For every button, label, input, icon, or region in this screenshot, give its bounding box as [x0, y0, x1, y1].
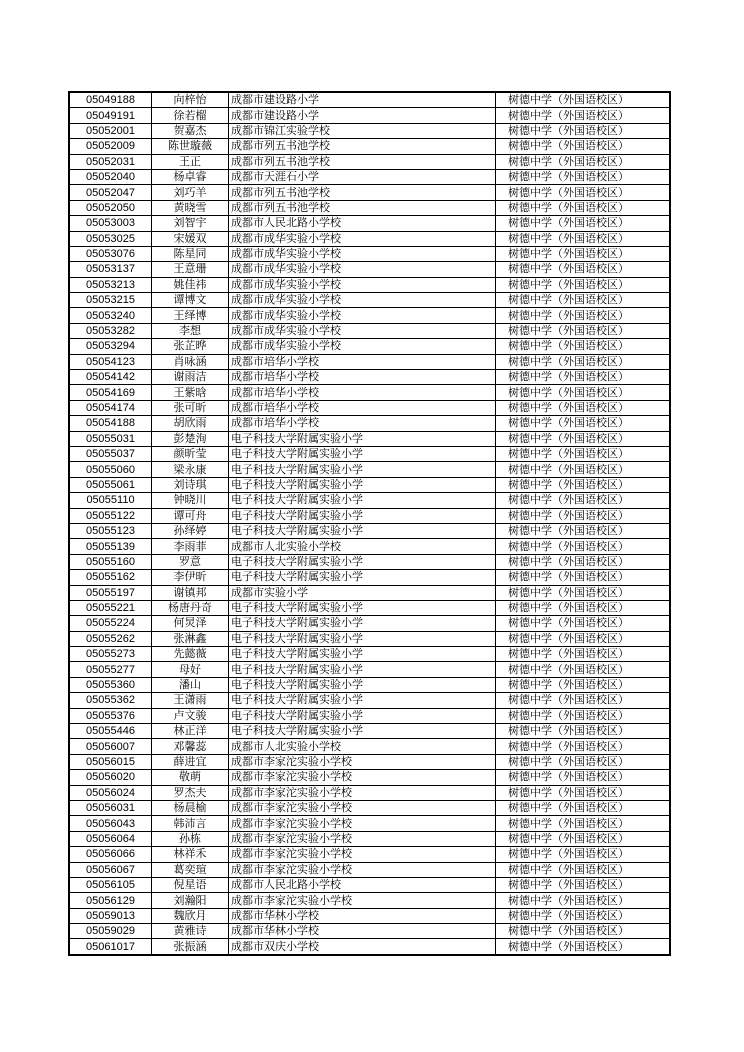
student-id-cell: 05052050	[69, 200, 152, 215]
student-name-cell: 陈世璇薇	[152, 139, 229, 154]
primary-school-cell: 成都市双庆小学校	[229, 939, 496, 955]
destination-school-cell: 树德中学（外国语校区）	[496, 169, 671, 184]
primary-school-cell: 电子科技大学附属实验小学	[229, 446, 496, 461]
student-id-cell: 05055224	[69, 616, 152, 631]
table-row	[69, 831, 670, 846]
destination-school-cell: 树德中学（外国语校区）	[496, 293, 671, 308]
student-id-cell: 05052047	[69, 185, 152, 200]
student-name-cell: 王潇雨	[152, 693, 229, 708]
student-name-cell: 母好	[152, 662, 229, 677]
primary-school-cell: 成都市培华小学校	[229, 385, 496, 400]
student-id-cell: 05049188	[69, 92, 152, 108]
primary-school-cell: 电子科技大学附属实验小学	[229, 600, 496, 615]
table-row	[69, 739, 670, 754]
destination-school-cell: 树德中学（外国语校区）	[496, 585, 671, 600]
student-id-cell: 05053215	[69, 293, 152, 308]
student-id-cell: 05055376	[69, 708, 152, 723]
student-name-cell: 林祥禾	[152, 847, 229, 862]
student-name-cell: 先懿薇	[152, 647, 229, 662]
primary-school-cell: 成都市列五书池学校	[229, 139, 496, 154]
table-row	[69, 508, 670, 523]
student-id-cell: 05054169	[69, 385, 152, 400]
student-id-cell: 05056066	[69, 847, 152, 862]
primary-school-cell: 电子科技大学附属实验小学	[229, 523, 496, 538]
destination-school-cell: 树德中学（外国语校区）	[496, 600, 671, 615]
table-row	[69, 323, 670, 338]
table-row	[69, 154, 670, 169]
student-name-cell: 刘诗琪	[152, 477, 229, 492]
primary-school-cell: 成都市建设路小学	[229, 92, 496, 108]
primary-school-cell: 电子科技大学附属实验小学	[229, 554, 496, 569]
student-id-cell: 05055362	[69, 693, 152, 708]
table-row	[69, 585, 670, 600]
student-id-cell: 05059013	[69, 908, 152, 923]
admission-table	[68, 91, 671, 956]
destination-school-cell: 树德中学（外国语校区）	[496, 554, 671, 569]
primary-school-cell: 成都市李家沱实验小学校	[229, 785, 496, 800]
student-name-cell: 李雨菲	[152, 539, 229, 554]
destination-school-cell: 树德中学（外国语校区）	[496, 616, 671, 631]
student-name-cell: 薛进宜	[152, 754, 229, 769]
table-row	[69, 708, 670, 723]
student-name-cell: 刘瀚阳	[152, 893, 229, 908]
destination-school-cell: 树德中学（外国语校区）	[496, 831, 671, 846]
table-row	[69, 523, 670, 538]
destination-school-cell: 树德中学（外国语校区）	[496, 508, 671, 523]
student-name-cell: 刘巧羊	[152, 185, 229, 200]
student-id-cell: 05056031	[69, 800, 152, 815]
destination-school-cell: 树德中学（外国语校区）	[496, 308, 671, 323]
destination-school-cell: 树德中学（外国语校区）	[496, 816, 671, 831]
student-name-cell: 杨晨榆	[152, 800, 229, 815]
table-row	[69, 400, 670, 415]
primary-school-cell: 成都市人北实验小学校	[229, 539, 496, 554]
student-name-cell: 谭可舟	[152, 508, 229, 523]
destination-school-cell: 树德中学（外国语校区）	[496, 662, 671, 677]
destination-school-cell: 树德中学（外国语校区）	[496, 108, 671, 123]
student-id-cell: 05054188	[69, 416, 152, 431]
student-name-cell: 梁永康	[152, 462, 229, 477]
table-row	[69, 200, 670, 215]
destination-school-cell: 树德中学（外国语校区）	[496, 693, 671, 708]
student-id-cell: 05056105	[69, 877, 152, 892]
student-name-cell: 陈星同	[152, 246, 229, 261]
student-name-cell: 谭博文	[152, 293, 229, 308]
destination-school-cell: 树德中学（外国语校区）	[496, 523, 671, 538]
destination-school-cell: 树德中学（外国语校区）	[496, 416, 671, 431]
student-name-cell: 宋媛双	[152, 231, 229, 246]
table-row	[69, 877, 670, 892]
primary-school-cell: 电子科技大学附属实验小学	[229, 508, 496, 523]
table-row	[69, 908, 670, 923]
table-row	[69, 631, 670, 646]
table-row	[69, 754, 670, 769]
student-id-cell: 05055110	[69, 493, 152, 508]
destination-school-cell: 树德中学（外国语校区）	[496, 246, 671, 261]
student-id-cell: 05056064	[69, 831, 152, 846]
primary-school-cell: 成都市实验小学	[229, 585, 496, 600]
student-id-cell: 05055446	[69, 724, 152, 739]
table-row	[69, 862, 670, 877]
student-name-cell: 魏欣月	[152, 908, 229, 923]
table-row	[69, 431, 670, 446]
student-name-cell: 何炅泽	[152, 616, 229, 631]
table-row	[69, 169, 670, 184]
student-id-cell: 05055061	[69, 477, 152, 492]
student-name-cell: 韩沛言	[152, 816, 229, 831]
student-id-cell: 05056007	[69, 739, 152, 754]
table-row	[69, 924, 670, 939]
student-name-cell: 罗杰夫	[152, 785, 229, 800]
table-row	[69, 370, 670, 385]
student-id-cell: 05052031	[69, 154, 152, 169]
table-row	[69, 662, 670, 677]
primary-school-cell: 成都市华林小学校	[229, 924, 496, 939]
destination-school-cell: 树德中学（外国语校区）	[496, 847, 671, 862]
table-row	[69, 816, 670, 831]
primary-school-cell: 成都市成华实验小学校	[229, 339, 496, 354]
student-id-cell: 05056020	[69, 770, 152, 785]
student-name-cell: 黄晓雪	[152, 200, 229, 215]
destination-school-cell: 树德中学（外国语校区）	[496, 785, 671, 800]
student-name-cell: 贺嘉杰	[152, 123, 229, 138]
destination-school-cell: 树德中学（外国语校区）	[496, 939, 671, 955]
destination-school-cell: 树德中学（外国语校区）	[496, 431, 671, 446]
destination-school-cell: 树德中学（外国语校区）	[496, 185, 671, 200]
destination-school-cell: 树德中学（外国语校区）	[496, 800, 671, 815]
student-id-cell: 05054142	[69, 370, 152, 385]
student-name-cell: 谢雨洁	[152, 370, 229, 385]
primary-school-cell: 成都市成华实验小学校	[229, 323, 496, 338]
student-id-cell: 05055162	[69, 570, 152, 585]
student-name-cell: 孙栋	[152, 831, 229, 846]
student-id-cell: 05055360	[69, 677, 152, 692]
primary-school-cell: 成都市锦江实验学校	[229, 123, 496, 138]
destination-school-cell: 树德中学（外国语校区）	[496, 877, 671, 892]
student-id-cell: 05056129	[69, 893, 152, 908]
student-name-cell: 邓馨蕊	[152, 739, 229, 754]
primary-school-cell: 成都市天涯石小学	[229, 169, 496, 184]
student-id-cell: 05055221	[69, 600, 152, 615]
destination-school-cell: 树德中学（外国语校区）	[496, 370, 671, 385]
student-name-cell: 颜昕莹	[152, 446, 229, 461]
table-row	[69, 277, 670, 292]
table-row	[69, 693, 670, 708]
primary-school-cell: 电子科技大学附属实验小学	[229, 724, 496, 739]
student-id-cell: 05055160	[69, 554, 152, 569]
table-row	[69, 893, 670, 908]
primary-school-cell: 成都市培华小学校	[229, 370, 496, 385]
destination-school-cell: 树德中学（外国语校区）	[496, 924, 671, 939]
student-id-cell: 05056043	[69, 816, 152, 831]
destination-school-cell: 树德中学（外国语校区）	[496, 770, 671, 785]
student-name-cell: 谢镇邦	[152, 585, 229, 600]
table-row	[69, 616, 670, 631]
student-name-cell: 葛奕瑄	[152, 862, 229, 877]
student-id-cell: 05055277	[69, 662, 152, 677]
primary-school-cell: 成都市成华实验小学校	[229, 231, 496, 246]
table-row	[69, 446, 670, 461]
table-row	[69, 477, 670, 492]
destination-school-cell: 树德中学（外国语校区）	[496, 708, 671, 723]
primary-school-cell: 电子科技大学附属实验小学	[229, 677, 496, 692]
primary-school-cell: 成都市人北实验小学校	[229, 739, 496, 754]
student-id-cell: 05053213	[69, 277, 152, 292]
table-row	[69, 554, 670, 569]
table-row	[69, 92, 670, 108]
destination-school-cell: 树德中学（外国语校区）	[496, 570, 671, 585]
primary-school-cell: 电子科技大学附属实验小学	[229, 462, 496, 477]
destination-school-cell: 树德中学（外国语校区）	[496, 339, 671, 354]
table-row	[69, 385, 670, 400]
student-id-cell: 05053025	[69, 231, 152, 246]
student-name-cell: 王紫晗	[152, 385, 229, 400]
student-name-cell: 王意珊	[152, 262, 229, 277]
primary-school-cell: 电子科技大学附属实验小学	[229, 570, 496, 585]
student-id-cell: 05055273	[69, 647, 152, 662]
table-row	[69, 539, 670, 554]
destination-school-cell: 树德中学（外国语校区）	[496, 724, 671, 739]
student-name-cell: 肖咏涵	[152, 354, 229, 369]
primary-school-cell: 成都市李家沱实验小学校	[229, 770, 496, 785]
destination-school-cell: 树德中学（外国语校区）	[496, 92, 671, 108]
primary-school-cell: 成都市培华小学校	[229, 416, 496, 431]
student-id-cell: 05055262	[69, 631, 152, 646]
table-row	[69, 308, 670, 323]
student-id-cell: 05055139	[69, 539, 152, 554]
student-name-cell: 杨卓睿	[152, 169, 229, 184]
primary-school-cell: 电子科技大学附属实验小学	[229, 647, 496, 662]
table-body	[69, 92, 670, 955]
table-row	[69, 847, 670, 862]
student-name-cell: 卢文骏	[152, 708, 229, 723]
primary-school-cell: 成都市李家沱实验小学校	[229, 816, 496, 831]
destination-school-cell: 树德中学（外国语校区）	[496, 862, 671, 877]
student-name-cell: 彭楚洵	[152, 431, 229, 446]
destination-school-cell: 树德中学（外国语校区）	[496, 200, 671, 215]
primary-school-cell: 成都市成华实验小学校	[229, 308, 496, 323]
table-row	[69, 123, 670, 138]
table-row	[69, 785, 670, 800]
student-name-cell: 林正洋	[152, 724, 229, 739]
primary-school-cell: 电子科技大学附属实验小学	[229, 662, 496, 677]
destination-school-cell: 树德中学（外国语校区）	[496, 400, 671, 415]
table-row	[69, 416, 670, 431]
destination-school-cell: 树德中学（外国语校区）	[496, 477, 671, 492]
student-name-cell: 刘智宇	[152, 216, 229, 231]
student-name-cell: 张芷晔	[152, 339, 229, 354]
primary-school-cell: 电子科技大学附属实验小学	[229, 616, 496, 631]
destination-school-cell: 树德中学（外国语校区）	[496, 323, 671, 338]
table-row	[69, 293, 670, 308]
student-id-cell: 05055197	[69, 585, 152, 600]
student-name-cell: 李伊昕	[152, 570, 229, 585]
primary-school-cell: 成都市李家沱实验小学校	[229, 754, 496, 769]
primary-school-cell: 成都市成华实验小学校	[229, 246, 496, 261]
primary-school-cell: 成都市李家沱实验小学校	[229, 862, 496, 877]
student-name-cell: 王绎博	[152, 308, 229, 323]
destination-school-cell: 树德中学（外国语校区）	[496, 754, 671, 769]
table-row	[69, 231, 670, 246]
student-id-cell: 05055122	[69, 508, 152, 523]
table-row	[69, 724, 670, 739]
table-row	[69, 600, 670, 615]
student-name-cell: 胡欣雨	[152, 416, 229, 431]
table-row	[69, 339, 670, 354]
student-id-cell: 05053076	[69, 246, 152, 261]
student-name-cell: 李想	[152, 323, 229, 338]
destination-school-cell: 树德中学（外国语校区）	[496, 216, 671, 231]
destination-school-cell: 树德中学（外国语校区）	[496, 262, 671, 277]
destination-school-cell: 树德中学（外国语校区）	[496, 385, 671, 400]
destination-school-cell: 树德中学（外国语校区）	[496, 462, 671, 477]
destination-school-cell: 树德中学（外国语校区）	[496, 893, 671, 908]
primary-school-cell: 成都市成华实验小学校	[229, 262, 496, 277]
student-id-cell: 05053240	[69, 308, 152, 323]
primary-school-cell: 成都市李家沱实验小学校	[229, 847, 496, 862]
destination-school-cell: 树德中学（外国语校区）	[496, 446, 671, 461]
student-id-cell: 05052001	[69, 123, 152, 138]
destination-school-cell: 树德中学（外国语校区）	[496, 631, 671, 646]
student-name-cell: 张可昕	[152, 400, 229, 415]
table-row	[69, 939, 670, 955]
destination-school-cell: 树德中学（外国语校区）	[496, 677, 671, 692]
student-id-cell: 05054174	[69, 400, 152, 415]
student-name-cell: 罗意	[152, 554, 229, 569]
table-row	[69, 800, 670, 815]
student-id-cell: 05056024	[69, 785, 152, 800]
student-id-cell: 05053282	[69, 323, 152, 338]
student-name-cell: 向梓怡	[152, 92, 229, 108]
primary-school-cell: 成都市李家沱实验小学校	[229, 800, 496, 815]
destination-school-cell: 树德中学（外国语校区）	[496, 231, 671, 246]
table-row	[69, 246, 670, 261]
student-name-cell: 张淋鑫	[152, 631, 229, 646]
student-id-cell: 05052040	[69, 169, 152, 184]
primary-school-cell: 电子科技大学附属实验小学	[229, 493, 496, 508]
destination-school-cell: 树德中学（外国语校区）	[496, 123, 671, 138]
table-row	[69, 462, 670, 477]
student-name-cell: 姚佳祎	[152, 277, 229, 292]
student-name-cell: 杨唐丹奇	[152, 600, 229, 615]
primary-school-cell: 电子科技大学附属实验小学	[229, 708, 496, 723]
destination-school-cell: 树德中学（外国语校区）	[496, 154, 671, 169]
student-id-cell: 05055031	[69, 431, 152, 446]
student-id-cell: 05055037	[69, 446, 152, 461]
student-id-cell: 05061017	[69, 939, 152, 955]
student-name-cell: 张振涵	[152, 939, 229, 955]
student-id-cell: 05059029	[69, 924, 152, 939]
student-id-cell: 05055123	[69, 523, 152, 538]
primary-school-cell: 电子科技大学附属实验小学	[229, 693, 496, 708]
student-id-cell: 05056015	[69, 754, 152, 769]
primary-school-cell: 成都市成华实验小学校	[229, 293, 496, 308]
primary-school-cell: 电子科技大学附属实验小学	[229, 631, 496, 646]
student-id-cell: 05054123	[69, 354, 152, 369]
student-id-cell: 05056067	[69, 862, 152, 877]
primary-school-cell: 成都市列五书池学校	[229, 200, 496, 215]
student-id-cell: 05052009	[69, 139, 152, 154]
destination-school-cell: 树德中学（外国语校区）	[496, 354, 671, 369]
destination-school-cell: 树德中学（外国语校区）	[496, 647, 671, 662]
student-id-cell: 05053137	[69, 262, 152, 277]
table-row	[69, 108, 670, 123]
primary-school-cell: 成都市建设路小学	[229, 108, 496, 123]
student-id-cell: 05053294	[69, 339, 152, 354]
primary-school-cell: 成都市培华小学校	[229, 354, 496, 369]
student-id-cell: 05055060	[69, 462, 152, 477]
destination-school-cell: 树德中学（外国语校区）	[496, 539, 671, 554]
student-name-cell: 孙绎婷	[152, 523, 229, 538]
primary-school-cell: 成都市李家沱实验小学校	[229, 831, 496, 846]
destination-school-cell: 树德中学（外国语校区）	[496, 493, 671, 508]
student-id-cell: 05053003	[69, 216, 152, 231]
student-name-cell: 王正	[152, 154, 229, 169]
student-id-cell: 05049191	[69, 108, 152, 123]
student-name-cell: 钟晓川	[152, 493, 229, 508]
student-name-cell: 敬萌	[152, 770, 229, 785]
table-row	[69, 647, 670, 662]
table-row	[69, 262, 670, 277]
table-row	[69, 493, 670, 508]
primary-school-cell: 成都市列五书池学校	[229, 154, 496, 169]
destination-school-cell: 树德中学（外国语校区）	[496, 277, 671, 292]
primary-school-cell: 电子科技大学附属实验小学	[229, 477, 496, 492]
primary-school-cell: 成都市培华小学校	[229, 400, 496, 415]
student-name-cell: 黄雅诗	[152, 924, 229, 939]
table-row	[69, 354, 670, 369]
student-name-cell: 徐若榴	[152, 108, 229, 123]
table-row	[69, 216, 670, 231]
primary-school-cell: 成都市华林小学校	[229, 908, 496, 923]
destination-school-cell: 树德中学（外国语校区）	[496, 139, 671, 154]
table-row	[69, 185, 670, 200]
destination-school-cell: 树德中学（外国语校区）	[496, 739, 671, 754]
primary-school-cell: 成都市成华实验小学校	[229, 277, 496, 292]
student-name-cell: 倪星语	[152, 877, 229, 892]
table-row	[69, 770, 670, 785]
primary-school-cell: 成都市列五书池学校	[229, 185, 496, 200]
primary-school-cell: 成都市李家沱实验小学校	[229, 893, 496, 908]
table-row	[69, 139, 670, 154]
student-name-cell: 潘山	[152, 677, 229, 692]
table-row	[69, 677, 670, 692]
primary-school-cell: 成都市人民北路小学校	[229, 877, 496, 892]
destination-school-cell: 树德中学（外国语校区）	[496, 908, 671, 923]
table-row	[69, 570, 670, 585]
primary-school-cell: 电子科技大学附属实验小学	[229, 431, 496, 446]
primary-school-cell: 成都市人民北路小学校	[229, 216, 496, 231]
